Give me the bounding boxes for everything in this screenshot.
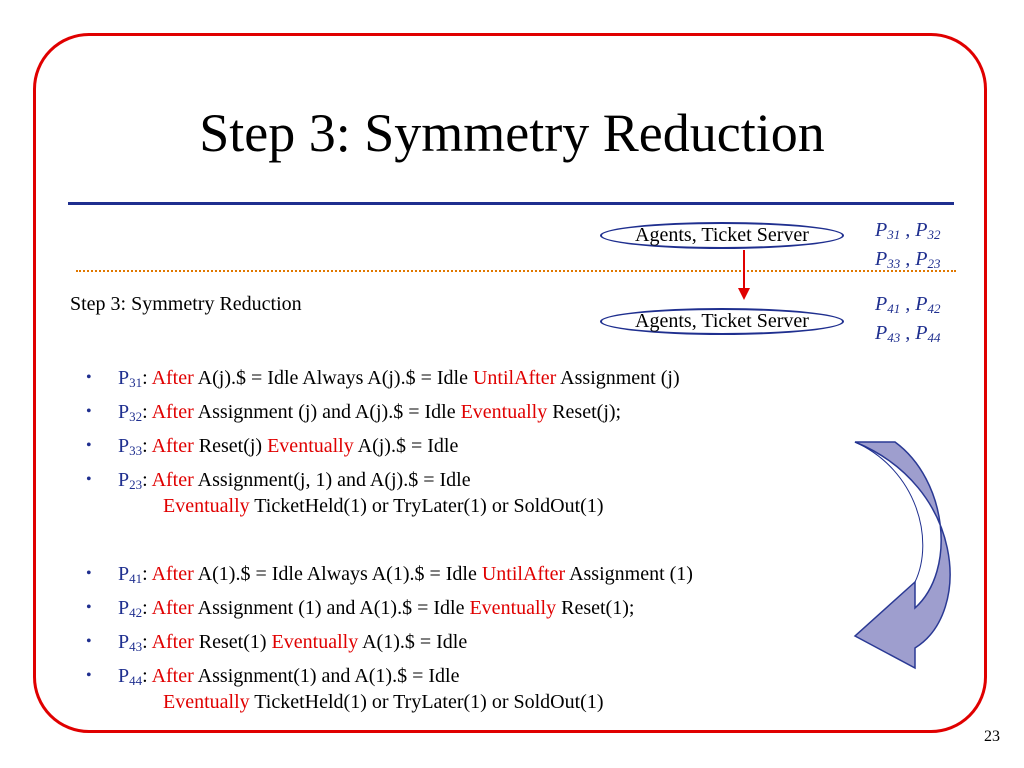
bullet-text xyxy=(118,400,621,429)
keyword-after: After xyxy=(151,597,194,619)
property-colon: : xyxy=(142,401,152,423)
property-text: Reset(j) xyxy=(193,435,268,457)
bullet-dot: • xyxy=(86,565,92,582)
property-name: P xyxy=(875,293,888,315)
bullet-text xyxy=(118,434,458,463)
property-text: Assignment(1) and A(1).$ = Idle xyxy=(193,665,460,687)
property-letter: P xyxy=(118,435,130,457)
property-letter: P xyxy=(118,563,130,585)
bullet-dot: • xyxy=(86,369,92,386)
property-subscript: 33 xyxy=(129,443,143,458)
property-id xyxy=(118,469,142,491)
property-letter: P xyxy=(118,401,130,423)
keyword-eventually: Eventually xyxy=(469,597,557,619)
curved-down-left-arrow-icon xyxy=(845,440,960,670)
keyword-eventually: Eventually xyxy=(163,691,250,713)
property-colon: : xyxy=(142,631,152,653)
keyword-eventually: Eventually xyxy=(271,631,359,653)
property-separator: , xyxy=(900,219,916,241)
property-subscript: 41 xyxy=(129,571,143,586)
bullet-dot: • xyxy=(86,667,92,684)
property-subscript: 44 xyxy=(129,673,143,688)
property-subscript: 43 xyxy=(887,330,901,345)
bullet-text xyxy=(118,366,680,395)
property-text: Assignment(j, 1) and A(j).$ = Idle xyxy=(193,469,471,491)
bullet-dot: • xyxy=(86,471,92,488)
property-colon: : xyxy=(142,435,152,457)
property-text: Reset(1); xyxy=(556,597,635,619)
bullet-dot: • xyxy=(86,437,92,454)
property-letter: P xyxy=(118,631,130,653)
keyword-eventually: Eventually xyxy=(267,435,354,457)
bullet-text xyxy=(118,468,471,497)
property-id xyxy=(118,631,142,653)
property-subscript: 44 xyxy=(927,330,941,345)
property-name: P xyxy=(875,322,888,344)
property-separator: , xyxy=(900,322,916,344)
property-letter: P xyxy=(118,469,130,491)
property-id xyxy=(118,435,142,457)
property-text: Assignment (j) and A(j).$ = Idle xyxy=(193,401,461,423)
bullet-dot: • xyxy=(86,599,92,616)
property-text: TicketHeld(1) or TryLater(1) or SoldOut(1) xyxy=(249,691,604,713)
property-id xyxy=(118,563,142,585)
property-subscript: 32 xyxy=(927,227,941,242)
property-letter: P xyxy=(118,367,130,389)
property-letter: P xyxy=(118,665,130,687)
property-text: Assignment (1) xyxy=(565,563,693,585)
property-colon: : xyxy=(142,469,152,491)
property-text: TicketHeld(1) or TryLater(1) or SoldOut(1) xyxy=(249,495,604,517)
slide-title: Step 3: Symmetry Reduction xyxy=(199,103,825,163)
bullet-dot: • xyxy=(86,403,92,420)
property-text: Reset(1) xyxy=(193,631,272,653)
property-subscript: 41 xyxy=(887,301,901,316)
section-subtitle: Step 3: Symmetry Reduction xyxy=(70,293,302,315)
property-text: A(j).$ = Idle Always A(j).$ = Idle xyxy=(193,367,473,389)
keyword-after: After xyxy=(151,631,194,653)
property-id xyxy=(118,367,142,389)
bullet-text xyxy=(118,664,459,693)
bullet-text xyxy=(118,596,634,625)
property-letter: P xyxy=(118,597,130,619)
property-id xyxy=(118,401,142,423)
bottom-oval-agents-ticket-server: Agents, Ticket Server xyxy=(600,308,844,335)
property-text: Reset(j); xyxy=(547,401,622,423)
property-text: A(1).$ = Idle xyxy=(358,631,468,653)
property-text: Assignment (j) xyxy=(556,367,680,389)
keyword-after: After xyxy=(151,665,194,687)
property-text: A(1).$ = Idle Always A(1).$ = Idle xyxy=(193,563,482,585)
keyword-eventually: Eventually xyxy=(163,495,250,517)
property-subscript: 32 xyxy=(129,409,143,424)
property-colon: : xyxy=(142,367,152,389)
property-name: P xyxy=(915,322,928,344)
property-colon: : xyxy=(142,665,152,687)
property-subscript: 43 xyxy=(129,639,143,654)
property-text: A(j).$ = Idle xyxy=(353,435,459,457)
property-name: P xyxy=(875,248,888,270)
keyword-after: After xyxy=(151,401,194,423)
keyword-after: After xyxy=(151,469,194,491)
property-colon: : xyxy=(142,597,152,619)
bullet-continuation xyxy=(163,494,604,518)
keyword-after: After xyxy=(151,563,194,585)
keyword-after: After xyxy=(151,435,194,457)
property-subscript: 23 xyxy=(927,256,941,271)
bullet-dot: • xyxy=(86,633,92,650)
property-id xyxy=(118,665,142,687)
bullet-continuation xyxy=(163,690,604,714)
property-subscript: 42 xyxy=(129,605,143,620)
keyword-untilafter: UntilAfter xyxy=(472,367,557,389)
property-colon: : xyxy=(142,563,152,585)
property-subscript: 23 xyxy=(129,477,143,492)
property-subscript: 31 xyxy=(129,375,143,390)
property-name: P xyxy=(875,219,888,241)
property-subscript: 33 xyxy=(887,256,901,271)
top-oval-agents-ticket-server: Agents, Ticket Server xyxy=(600,222,844,249)
property-subscript: 31 xyxy=(887,227,901,242)
property-subscript: 42 xyxy=(927,301,941,316)
property-separator: , xyxy=(900,293,916,315)
keyword-untilafter: UntilAfter xyxy=(481,563,566,585)
property-name: P xyxy=(915,293,928,315)
property-id xyxy=(118,597,142,619)
keyword-after: After xyxy=(151,367,194,389)
property-text: Assignment (1) and A(1).$ = Idle xyxy=(193,597,470,619)
property-name: P xyxy=(915,219,928,241)
page-number: 23 xyxy=(984,728,1000,745)
bullet-text xyxy=(118,562,693,591)
property-name: P xyxy=(915,248,928,270)
bullet-text xyxy=(118,630,467,659)
property-separator: , xyxy=(900,248,916,270)
keyword-eventually: Eventually xyxy=(460,401,548,423)
